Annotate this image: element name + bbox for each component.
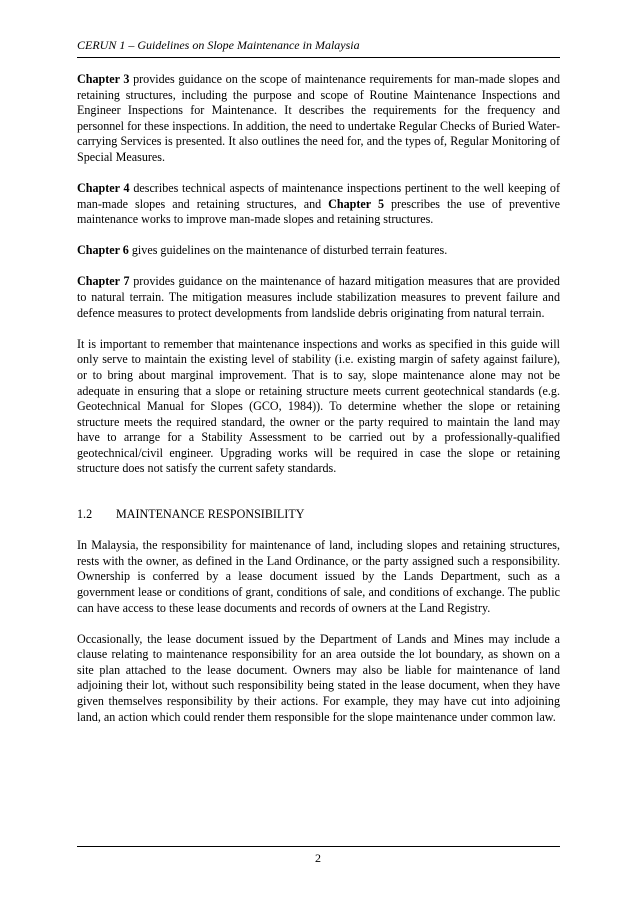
paragraph-lease-clause: Occasionally, the lease document issued by the Department of Lands and Mines may include a clause relating to maintenance responsibility for an area outside the lot boundary, as shown on a site plan attached to the lease document. Owners may also be liable for maintenance of land adjoining their lot, without such responsibility being stated in the lease document, when they have given themselves responsibility by their actions. For example, they may have cut into adjoining land, an action which could render them responsible for the slope maintenance under common law. xyxy=(77,631,560,724)
paragraph-chapter-7: Chapter 7 provides guidance on the maintenance of hazard mitigation measures that are provided to natural terrain. The mitigation measures include stabilization measures to prevent failure and defence measures to protect developments from landslide debris originating from natural terrain. xyxy=(77,274,560,320)
paragraph-responsibility: In Malaysia, the responsibility for maintenance of land, including slopes and retaining structures, rests with the owner, as defined in the Land Ordinance, or the party assigned such a responsibility. Ownership is conferred by a lease document issued by the Lands Department, such as a government lease or conditions of grant, conditions of sale, and conditions of exchange. The public can have access to these lease documents and records of owners at the Land Registry. xyxy=(77,538,560,615)
header-rule xyxy=(77,57,560,58)
chapter-ref: Chapter 3 xyxy=(77,72,130,86)
chapter-ref: Chapter 4 xyxy=(77,181,130,196)
document-body xyxy=(77,72,560,741)
section-heading xyxy=(77,507,560,523)
running-header: CERUN 1 – Guidelines on Slope Maintenance in Malaysia xyxy=(77,38,360,52)
chapter-ref: Chapter 5 xyxy=(328,196,384,211)
chapter-ref: Chapter 7 xyxy=(77,274,130,289)
page-number: 2 xyxy=(315,851,321,865)
paragraph-chapter-4-5: Chapter 4 describes technical aspects of maintenance inspections pertinent to the well keeping of man-made slopes and retaining structures, and Chapter 5 prescribes the use of preventive maintenance works to improve man-made slopes and retaining structures. xyxy=(77,181,560,227)
footer-rule xyxy=(77,846,560,847)
paragraph-chapter-3: Chapter 3 provides guidance on the scope of maintenance requirements for man-made slopes and retaining structures, including the purpose and scope of Routine Maintenance Inspections and Engineer Inspections for Maintenance. It describes the requirements for the frequency and personnel for these inspections. In addition, the need to undertake Regular Checks of Buried Water-carrying Services is presented. It also outlines the need for, and the types of, Regular Monitoring of Special Measures. xyxy=(77,72,560,164)
paragraph-stability-note: It is important to remember that maintenance inspections and works as specified in this guide will only serve to maintain the existing level of stability (i.e. existing margin of safety against failure), or to bring about marginal improvement. That is to say, slope maintenance alone may not be adequate in ensuring that a slope or retaining structure meets current geotechnical standards (e.g. Geotechnical Manual for Slopes (GCO, 1984)). To determine whether the slope or retaining structure meets the required standard, the owner or the party required to maintain the land may have to arrange for a Stability Assessment to be carried out by a professionally-qualified geotechnical/civil engineer. Upgrading works will be required in case the slope or retaining structure does not satisfy the current safety standards. xyxy=(77,336,560,476)
paragraph-chapter-6: Chapter 6 gives guidelines on the maintenance of disturbed terrain features. xyxy=(77,243,448,258)
section-number: 1.2 xyxy=(77,507,93,522)
section-title: MAINTENANCE RESPONSIBILITY xyxy=(116,507,305,522)
chapter-ref: Chapter 6 xyxy=(77,243,129,258)
